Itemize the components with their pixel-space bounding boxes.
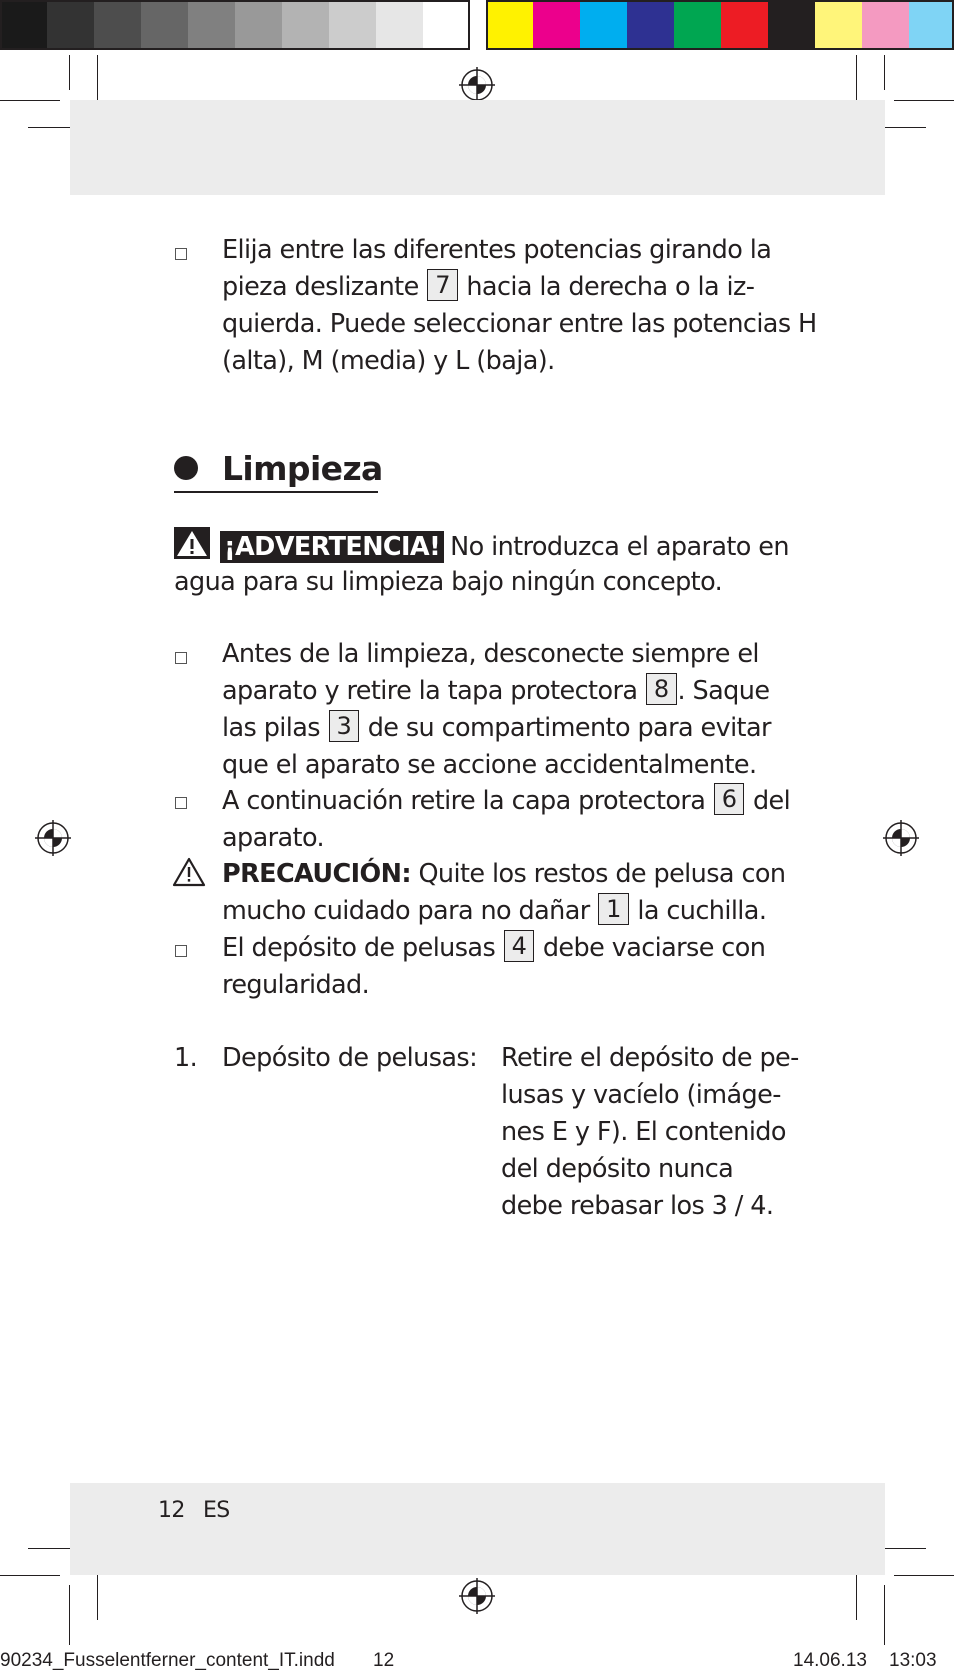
crop-mark [0,1575,60,1576]
swatch-frame [0,0,470,50]
list-item-line: aparato y retire la tapa protectora 8 . Saque [222,675,770,706]
part-reference: 6 [714,783,745,815]
file-name: 90234_Fusselentferner_content_IT.indd [0,1650,335,1671]
footer-band [70,1483,885,1575]
crop-mark [69,55,70,90]
list-item-line: que el aparato se accione accidentalmente. [222,750,757,780]
part-reference: 4 [504,930,535,962]
file-page: 12 [373,1650,395,1671]
warning-icon [174,527,210,559]
part-reference: 8 [646,673,677,705]
page-language: ES [203,1498,230,1523]
crop-mark [894,100,954,101]
intro-item-line: quierda. Puede seleccionar entre las potencias H [222,309,817,339]
step-description-line: nes E y F). El contenido [501,1117,786,1147]
part-reference: 3 [329,710,360,742]
list-item-line: Antes de la limpieza, desconecte siempre el [222,639,759,669]
registration-mark-icon [35,820,71,856]
file-time: 13:03 [889,1650,937,1671]
step-description-line: lusas y vacíelo (imáge- [501,1080,781,1110]
step-description-line: Retire el depósito de pe- [501,1043,799,1073]
header-band [70,100,885,195]
list-item-line: aparato. [222,823,325,853]
warning-line: ¡ADVERTENCIA! No introduzca el aparato en [174,527,789,566]
list-item-line: regularidad. [222,970,370,1000]
crop-mark [97,1568,98,1620]
crop-mark [884,1585,885,1645]
file-date: 14.06.13 [793,1650,867,1671]
bullet-square-icon [175,945,187,957]
swatch-frame [486,0,954,50]
registration-mark-icon [459,67,495,103]
intro-item-line: (alta), M (media) y L (baja). [222,346,555,376]
section-bullet-icon [174,456,198,480]
part-reference: 7 [427,269,458,301]
step-description-line: del depósito nunca [501,1154,734,1184]
section-title: Limpieza [222,449,383,488]
crop-mark [856,1568,857,1620]
warning-label: ¡ADVERTENCIA! [220,531,444,563]
crop-mark [69,1585,70,1645]
warning-line: agua para su limpieza bajo ningún concepto. [174,567,723,597]
caution-line: PRECAUCIÓN: Quite los restos de pelusa con [222,859,786,889]
page-number: 12 [158,1498,185,1523]
step-term: Depósito de pelusas: [222,1043,478,1073]
bullet-square-icon [175,248,187,260]
bullet-square-icon [175,652,187,664]
intro-item-line: pieza deslizante 7 hacia la derecha o la iz- [222,271,755,302]
caution-label: PRECAUCIÓN: [222,859,411,889]
crop-mark [0,100,60,101]
crop-mark [894,1575,954,1576]
bullet-square-icon [175,797,187,809]
section-underline [174,491,378,493]
crop-mark [884,55,885,90]
registration-mark-icon [883,820,919,856]
part-reference: 1 [598,893,629,925]
registration-mark-icon [459,1578,495,1614]
caution-icon [172,857,206,887]
step-number: 1. [174,1043,198,1073]
step-description-line: debe rebasar los 3 / 4. [501,1191,774,1221]
intro-item-line: Elija entre las diferentes potencias girando la [222,235,772,265]
list-item-line: A continuación retire la capa protectora 6 del [222,785,791,816]
caution-line: mucho cuidado para no dañar 1 la cuchilla. [222,895,767,926]
list-item-line: las pilas 3 de su compartimento para evitar [222,712,771,743]
list-item-line: El depósito de pelusas 4 debe vaciarse con [222,932,766,963]
